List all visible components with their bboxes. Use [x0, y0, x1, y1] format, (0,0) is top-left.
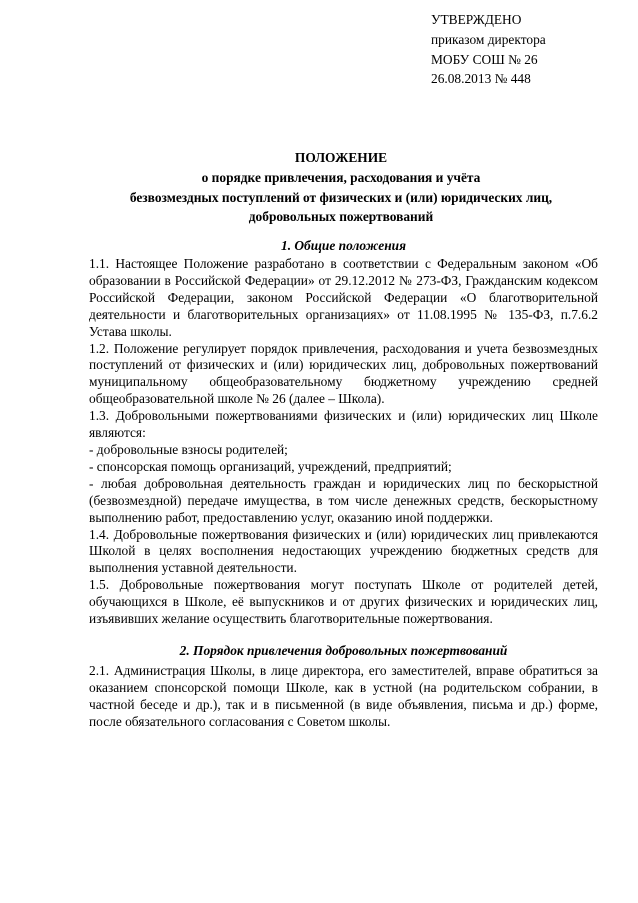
title-line-3: безвозмездных поступлений от физических и (или) юридических лиц,: [129, 189, 553, 205]
paragraph-1-3: 1.3. Добровольными пожертвованиями физических и (или) юридических лиц Школе являются:: [89, 408, 598, 441]
approval-line-approved: УТВЕРЖДЕНО: [431, 12, 522, 27]
title-line-1: ПОЛОЖЕНИЕ: [294, 150, 388, 165]
title-line-4: добровольных пожертвований: [248, 209, 434, 225]
list-item-voluntary-activity: - любая добровольная деятельность граждан и юридических лиц по бескорыстной (безвозмездной) передаче имущества, в том числе денежных средств, бескорыстному выполнению работ, предоставлению услуг, оказанию иной поддержки.: [89, 475, 598, 525]
title-line-2: о порядке привлечения, расходования и учёта: [201, 169, 481, 185]
document-body: [89, 236, 598, 731]
approval-line-order: приказом директора: [431, 31, 546, 47]
list-item-sponsorship: - спонсорская помощь организаций, учреждений, предприятий;: [89, 458, 452, 474]
document-title: [80, 148, 602, 227]
paragraph-1-5: 1.5. Добровольные пожертвования могут поступать Школе от родителей детей, обучающихся в Школе, её выпускников и от других физических и юридических лиц, изъявивших желание осуществить благотворительные пожертвования.: [89, 577, 598, 627]
paragraph-1-2: 1.2. Положение регулирует порядок привлечения, расходования и учета безвозмездных поступлений от физических и (или) юридических лиц, добровольных пожертвований муниципальному общеобразовательному бюджетному учреждению средней общеобразовательной школе № 26 (далее – Школа).: [89, 340, 598, 407]
approval-line-school: МОБУ СОШ № 26: [431, 51, 538, 67]
approval-line-date-number: 26.08.2013 № 448: [431, 71, 531, 87]
section-2-heading: 2. Порядок привлечения добровольных пожертвований: [179, 642, 508, 658]
paragraph-1-4: 1.4. Добровольные пожертвования физических и (или) юридических лиц привлекаются Школой в целях восполнения недостающих учреждению бюджетных средств для выполнения уставной деятельности.: [89, 526, 598, 576]
approval-stamp: [431, 10, 621, 89]
section-1-heading: 1. Общие положения: [281, 238, 406, 253]
paragraph-2-1: 2.1. Администрация Школы, в лице директора, его заместителей, вправе обратиться за оказанием спонсорской помощи Школе, как в устной (на родительском собрании, в частной беседе и др.), так и в письменной (в виде объявления, письма и др.) форме, после обязательного согласования с Советом школы.: [89, 662, 598, 729]
paragraph-1-1: 1.1. Настоящее Положение разработано в соответствии с Федеральным законом «Об образовании в Российской Федерации» от 29.12.2012 № 273-ФЗ, Гражданским кодексом Российской Федерации, законом Российской Федерации «О благотворительной деятельности и благотворительных организациях» от 11.08.1995 № 135-ФЗ, п.7.6.2 Устава школы.: [89, 256, 598, 339]
list-item-parent-contributions: - добровольные взносы родителей;: [89, 441, 288, 457]
